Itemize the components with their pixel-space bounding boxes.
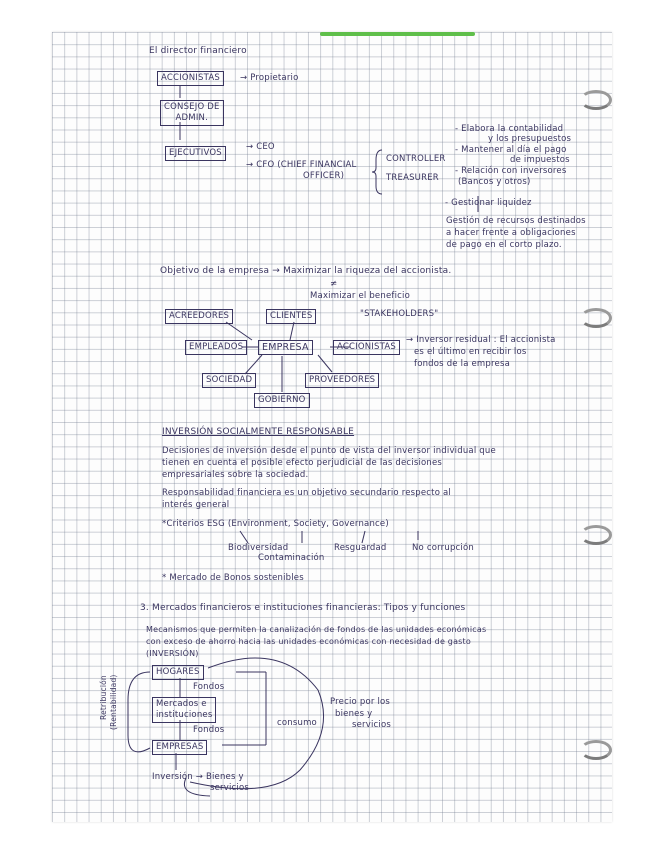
inversion-bienes: Inversión → Bienes y [152, 772, 244, 782]
box-accionistas: ACCIONISTAS [157, 71, 224, 86]
mercados-line2: instituciones [156, 710, 213, 720]
mercados-para-line1: Mecanismos que permiten la canalización de fondos de las unidades económicas [146, 625, 487, 634]
box-empleados: EMPLEADOS [185, 340, 247, 355]
isr-para2-line2: interés general [162, 500, 230, 510]
retribucion-line2: (Rentabilidad) [109, 674, 118, 730]
box-sociedad: SOCIEDAD [202, 373, 256, 388]
isr-para1-line3: empresariales sobre la sociedad. [162, 470, 309, 480]
esg-biodiversidad: Biodiversidad [228, 543, 289, 553]
fondos-label-2: Fondos [193, 725, 225, 735]
mercados-para-line3: (INVERSIÓN) [146, 649, 199, 658]
box-consejo: CONSEJO DE ADMIN. [160, 100, 224, 126]
box-gobierno: GOBIERNO [254, 393, 310, 408]
maximizar-beneficio: Maximizar el beneficio [310, 291, 410, 301]
mercados-title: 3. Mercados financieros e instituciones financieras: Tipos y funciones [140, 603, 466, 613]
esg-contaminacion: Contaminación [258, 553, 325, 563]
isr-para1-line1: Decisiones de inversión desde el punto de vista del inversor individual que [162, 446, 496, 456]
inversor-residual-3: fondos de la empresa [414, 359, 510, 369]
box-clientes: CLIENTES [266, 309, 316, 324]
propietario-label: → Propietario [240, 73, 299, 83]
cfo-label-line1: → CFO (CHIEF FINANCIAL [246, 160, 357, 170]
box-mercados-instituciones [152, 697, 216, 723]
box-acreedores: ACREEDORES [165, 309, 233, 324]
box-accionistas-stakeholder: ACCIONISTAS [333, 340, 400, 355]
fondos-label-1: Fondos [193, 682, 225, 692]
inversor-residual-1: → Inversor residual : El accionista [406, 335, 556, 345]
cfo-label-line2: OFFICER) [303, 171, 345, 181]
isr-para1-line2: tienen en cuenta el posible efecto perjudicial de las decisiones [162, 458, 443, 468]
liquidez-desc-1: Gestión de recursos destinados [446, 216, 586, 226]
section-director-title: El director financiero [149, 46, 247, 56]
controller-task-2: y los presupuestos [488, 134, 572, 144]
isr-para2-line1: Responsabilidad financiera es un objetivo secundario respecto al [162, 488, 451, 498]
box-empresa: EMPRESA [258, 340, 313, 355]
isr-title: INVERSIÓN SOCIALMENTE RESPONSABLE [162, 427, 355, 437]
precio-line3: servicios [352, 720, 392, 730]
precio-line1: Precio por los [330, 697, 391, 707]
esg-criteria: *Criterios ESG (Environment, Society, Governance) [162, 519, 389, 529]
treasurer-task-1: - Relación con inversores [455, 166, 567, 176]
inversor-residual-2: es el último en recibir los [414, 347, 527, 357]
box-empresas: EMPRESAS [152, 740, 207, 755]
stakeholders-label: "STAKEHOLDERS" [360, 309, 439, 319]
esg-no-corrupcion: No corrupción [412, 543, 474, 553]
controller-label: CONTROLLER [386, 154, 446, 164]
liquidez-desc-2: a hacer frente a obligaciones [446, 228, 576, 238]
servicios-label: servicios [210, 783, 250, 793]
liquidez-desc-3: de pago en el corto plazo. [446, 240, 562, 250]
liquidez-label: - Gestionar liquidez [445, 198, 532, 208]
treasurer-task-2: (Bancos y otros) [458, 177, 531, 187]
consumo-label: consumo [277, 718, 317, 728]
box-ejecutivos: EJECUTIVOS [165, 146, 226, 161]
mercados-para-line2: con exceso de ahorro hacia las unidades económicas con necesidad de gasto [146, 637, 471, 646]
controller-task-3: - Mantener al día el pago [455, 145, 567, 155]
treasurer-label: TREASURER [386, 173, 439, 183]
not-equal-sign: ≠ [330, 279, 338, 289]
box-proveedores: PROVEEDORES [305, 373, 379, 388]
retribucion-line1: Retribución [99, 675, 108, 720]
objetivo-empresa: Objetivo de la empresa → Maximizar la riqueza del accionista. [160, 266, 452, 276]
ceo-label: → CEO [246, 142, 275, 152]
esg-resguardad: Resguardad [334, 543, 387, 553]
bonos-sostenibles: * Mercado de Bonos sostenibles [162, 573, 304, 583]
precio-line2: bienes y [335, 709, 373, 719]
controller-task-4: de impuestos [510, 155, 570, 165]
box-hogares: HOGARES [152, 665, 204, 680]
controller-task-1: - Elabora la contabilidad [455, 124, 564, 134]
mercados-line1: Mercados e [156, 699, 207, 709]
